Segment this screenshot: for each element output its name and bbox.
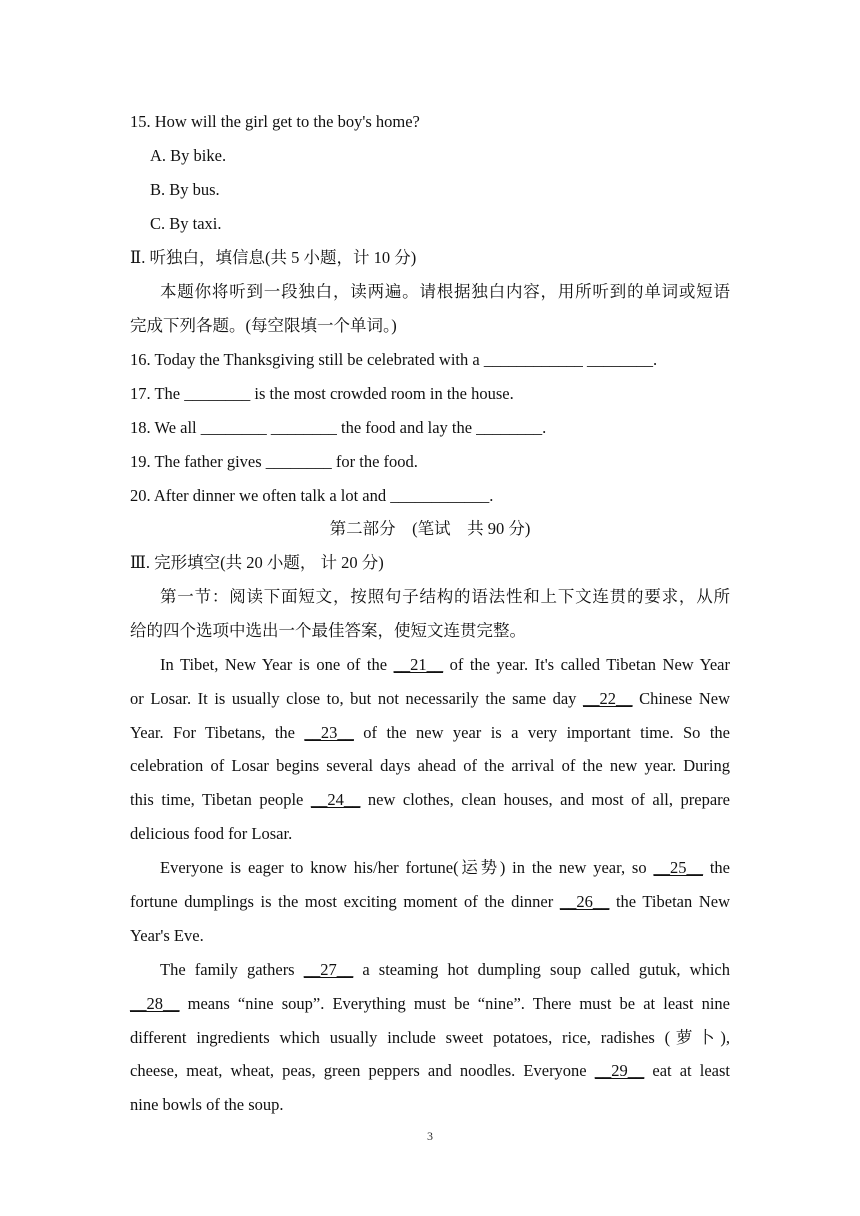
blank-21: __21__ — [393, 655, 444, 674]
passage-line: __28__ means “nine soup”. Everything must be “nine”. There must be at least nine — [130, 994, 730, 1013]
passage-line: fortune dumplings is the most exciting moment of the dinner __26__ the Tibetan New — [130, 892, 730, 911]
blank-22: __22__ — [583, 689, 633, 708]
blank-25: __25__ — [653, 858, 703, 877]
blank-27: __27__ — [303, 960, 354, 979]
question-15-stem: 15. How will the girl get to the boy's home? — [130, 112, 420, 131]
page-number: 3 — [427, 1129, 433, 1143]
question-19: 19. The father gives ________ for the food. — [130, 452, 418, 471]
question-18: 18. We all ________ ________ the food and lay the ________. — [130, 418, 547, 437]
blank-29: __29__ — [594, 1061, 645, 1080]
passage-line: nine bowls of the soup. — [130, 1095, 284, 1114]
section-ii-instruction-line-2: 完成下列各题。(每空限填一个单词。) — [130, 316, 397, 335]
passage-line: different ingredients which usually include sweet potatoes, rice, radishes (萝卜), — [130, 1028, 730, 1047]
question-17: 17. The ________ is the most crowded room in the house. — [130, 384, 514, 403]
question-16: 16. Today the Thanksgiving still be celebrated with a ____________ ________. — [130, 350, 658, 369]
section-iii-title: Ⅲ. 完形填空(共 20 小题， 计 20 分) — [130, 553, 384, 572]
section-ii-title: Ⅱ. 听独白，填信息(共 5 小题，计 10 分) — [130, 248, 417, 267]
passage-line: delicious food for Losar. — [130, 824, 293, 843]
passage-line: The family gathers __27__ a steaming hot dumpling soup called gutuk, which — [160, 960, 731, 979]
question-15-option-a: A. By bike. — [150, 146, 227, 165]
question-15-option-c: C. By taxi. — [150, 214, 222, 233]
passage-line: Year's Eve. — [130, 926, 204, 945]
passage-line: this time, Tibetan people __24__ new clothes, clean houses, and most of all, prepare — [130, 790, 730, 809]
passage-line: or Losar. It is usually close to, but not necessarily the same day __22__ Chinese New — [130, 689, 730, 708]
blank-23: __23__ — [304, 723, 354, 742]
passage-line: celebration of Losar begins several days ahead of the arrival of the new year. During — [130, 756, 730, 775]
question-15-option-b: B. By bus. — [150, 180, 220, 199]
part-two-title: 第二部分 (笔试 共 90 分) — [329, 519, 531, 538]
blank-24: __24__ — [310, 790, 361, 809]
passage-line: Everyone is eager to know his/her fortune(运势) in the new year, so __25__ the — [160, 858, 730, 877]
passage-line: cheese, meat, wheat, peas, green peppers and noodles. Everyone __29__ eat at least — [130, 1061, 730, 1080]
section-ii-instruction-line-1: 本题你将听到一段独白，读两遍。请根据独白内容，用所听到的单词或短语 — [160, 282, 730, 301]
section-iii-instruction-line-2: 给的四个选项中选出一个最佳答案，使短文连贯完整。 — [130, 621, 526, 640]
blank-28: __28__ — [130, 994, 180, 1013]
passage-line: Year. For Tibetans, the __23__ of the new year is a very important time. So the — [130, 723, 730, 742]
question-20: 20. After dinner we often talk a lot and ____________. — [130, 486, 494, 505]
section-iii-instruction-line-1: 第一节：阅读下面短文，按照句子结构的语法性和上下文连贯的要求，从所 — [160, 587, 730, 606]
passage-line: In Tibet, New Year is one of the __21__ of the year. It's called Tibetan New Year — [160, 655, 730, 674]
blank-26: __26__ — [559, 892, 610, 911]
